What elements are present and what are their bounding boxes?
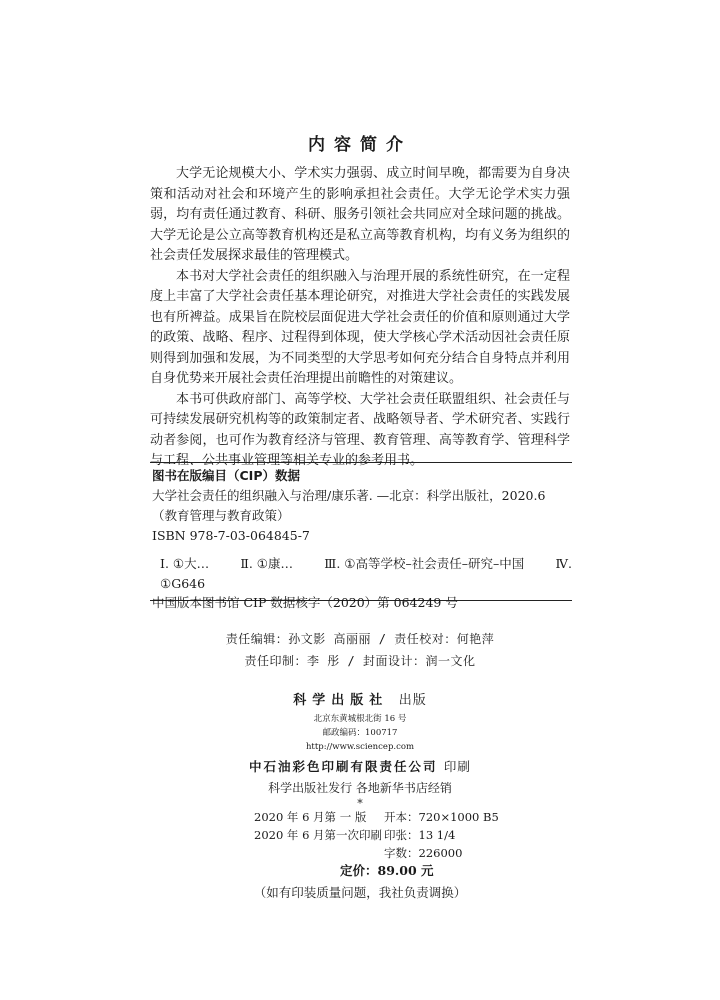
price-label: 定价： <box>340 863 378 878</box>
cip-title: 图书在版编目（CIP）数据 <box>152 468 300 483</box>
format-info: 开本：720×1000 B5 <box>384 810 499 824</box>
summary-paragraph-1: 大学无论规模大小、学术实力强弱、成立时间早晚，都需要为自身决策和活动对社会和环境产生的影响承担社会责任。大学无论学术实力强弱，均有责任通过教育、科研、服务引领社会共同应对全球问题的挑战。大学无论是公立高等教育机构还是私立高等教育机构，均有义务为组织的社会责任发展探求最佳的管理模式。 <box>150 166 570 263</box>
publisher-name <box>0 690 720 712</box>
price-value: 89.00 元 <box>377 863 434 878</box>
quality-note: （如有印装质量问题，我社负责调换） <box>253 885 467 900</box>
credits-block <box>0 628 720 672</box>
price <box>340 862 434 880</box>
cip-isbn: ISBN 978-7-03-064845-7 <box>152 528 310 543</box>
publisher-postcode: 邮政编码：100717 <box>322 728 398 738</box>
publisher-url: http://www.sciencep.com <box>305 742 415 752</box>
publisher-address: 北京东黄城根北街 16 号 <box>313 714 407 724</box>
cip-series: （教育管理与教育政策） <box>152 508 290 523</box>
summary-body <box>150 164 570 472</box>
distribution-info: 科学出版社发行 各地新华书店经销 <box>268 781 452 795</box>
cip-classification <box>152 554 572 574</box>
publisher-block <box>0 690 720 810</box>
publisher-name-text: 科学出版社 <box>293 693 389 708</box>
sheets-info: 印张：13 1/4 <box>384 828 456 842</box>
printer-name <box>0 756 720 778</box>
credits-editors: 责任编辑：孙文影 高丽丽 / 责任校对：何艳萍 <box>225 632 495 646</box>
cip-class-item: Ⅰ. ①大… <box>160 556 210 571</box>
cip-verify-number: 中国版本图书馆 CIP 数据核字（2020）第 064249 号 <box>152 595 458 610</box>
cip-class-code: ①G646 <box>160 576 206 591</box>
summary-title: 内容简介 <box>308 135 412 155</box>
cip-record: 大学社会责任的组织融入与治理/康乐著. —北京：科学出版社，2020.6 <box>152 488 546 503</box>
printer-suffix: 印刷 <box>443 759 471 774</box>
summary-paragraph-2: 本书对大学社会责任的组织融入与治理开展的系统性研究，在一定程度上丰富了大学社会责任基本理论研究，对推进大学社会责任的实践发展也有所裨益。成果旨在院校层面促进大学社会责任的价值和原则通过大学的政策、战略、程序、过程得到体现，使大学核心学术活动因社会责任原则得到加强和发展，为不同类型的大学思考如何充分结合自身特点并利用自身优势来开展社会责任治理提出前瞻性的对策建议。 <box>150 268 570 386</box>
edition-info: 2020 年 6 月第 一 版 <box>254 810 367 824</box>
cip-class-item: Ⅳ. <box>555 556 572 571</box>
cip-class-item: Ⅲ. ①高等学校–社会责任–研究–中国 <box>324 556 525 571</box>
word-count: 字数：226000 <box>384 846 463 860</box>
credits-production: 责任印制：李 彤 / 封面设计：润一文化 <box>244 654 476 668</box>
cip-class-item: Ⅱ. ①康… <box>240 556 294 571</box>
printing-info: 2020 年 6 月第一次印刷 <box>254 828 383 842</box>
summary-paragraph-3: 本书可供政府部门、高等学校、大学社会责任联盟组织、社会责任与可持续发展研究机构等的政策制定者、战略领导者、学术研究者、实践行动者参阅，也可作为教育经济与管理、教育管理、高等教育学、管理科学与工程、公共事业管理等相关专业的参考用书。 <box>150 391 570 468</box>
cip-block <box>150 462 572 601</box>
publisher-suffix: 出版 <box>398 693 427 708</box>
edition-block <box>0 808 720 904</box>
separator-star: * <box>357 797 363 810</box>
printer-name-text: 中石油彩色印刷有限责任公司 <box>249 759 438 774</box>
